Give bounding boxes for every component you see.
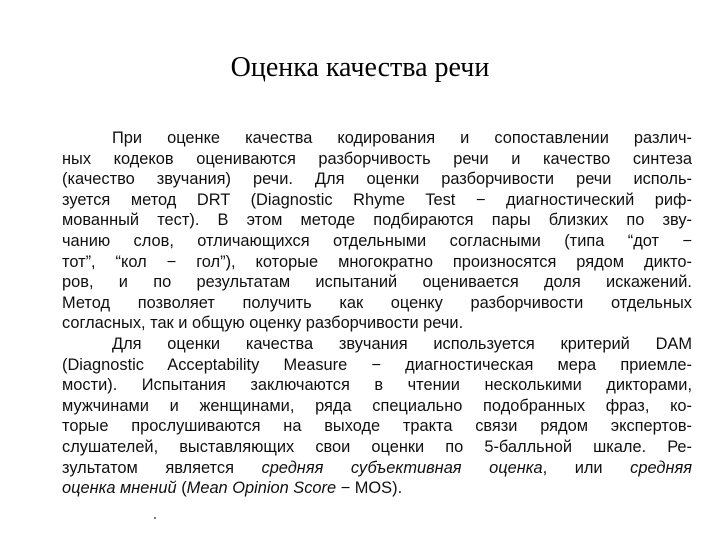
scanned-text-image <box>56 124 696 498</box>
text-line: согласных, так и общую оценку разборчивости речи. <box>62 314 464 333</box>
text-run: − MOS). <box>336 479 403 498</box>
text-line: Для оценки качества звучания используется критерий DAM <box>112 334 692 353</box>
text-line: Метод позволяет получить как оценку разборчивости отдельных <box>62 293 692 312</box>
text-line: слушателей, выставляющих свои оценки по 5-балльной шкале. Ре- <box>62 437 692 456</box>
text-line <box>62 478 692 499</box>
slide-title: Оценка качества речи <box>230 52 490 83</box>
text-line: ных кодеков оцениваются разборчивость речи и качество синтеза <box>62 149 692 168</box>
text-run: зультатом является <box>62 458 262 477</box>
text-line: мованный тест). В этом методе подбираются пары близких по зву- <box>62 211 692 230</box>
text-line: При оценке качества кодирования и сопоставлении различ- <box>112 129 692 147</box>
scanned-text-body <box>62 128 692 499</box>
text-line: тот”, “кол − гол”), которые многократно произносятся рядом дикто- <box>62 252 692 271</box>
text-line: (Diagnostic Acceptability Measure − диагностическая мера приемле- <box>62 355 692 374</box>
text-line <box>62 458 692 479</box>
text-run: , или <box>542 458 631 477</box>
text-line: мужчинами и женщинами, ряда специально подобранных фраз, ко- <box>62 396 692 415</box>
text-line: чанию слов, отличающихся отдельными согласными (типа “дот − <box>62 231 692 250</box>
text-line: ров, и по результатам испытаний оценивается доля искажений. <box>62 273 692 292</box>
text-line: (качество звучания) речи. Для оценки разборчивости речи исполь- <box>62 170 692 189</box>
italic-term: средняя <box>630 458 692 477</box>
text-line: зуется метод DRT (Diagnostic Rhyme Test − диагностический риф- <box>62 190 692 209</box>
italic-term: Mean Opinion Score <box>186 479 337 498</box>
text-line: мости). Испытания заключаются в чтении несколькими дикторами, <box>62 376 692 395</box>
text-line: торые прослушиваются на выходе тракта связи рядом экспертов- <box>62 417 692 436</box>
italic-term: оценка мнений <box>62 479 177 498</box>
scan-speck <box>154 517 156 519</box>
italic-term: средняя субъективная оценка <box>261 458 543 477</box>
text-run: ( <box>176 479 187 498</box>
